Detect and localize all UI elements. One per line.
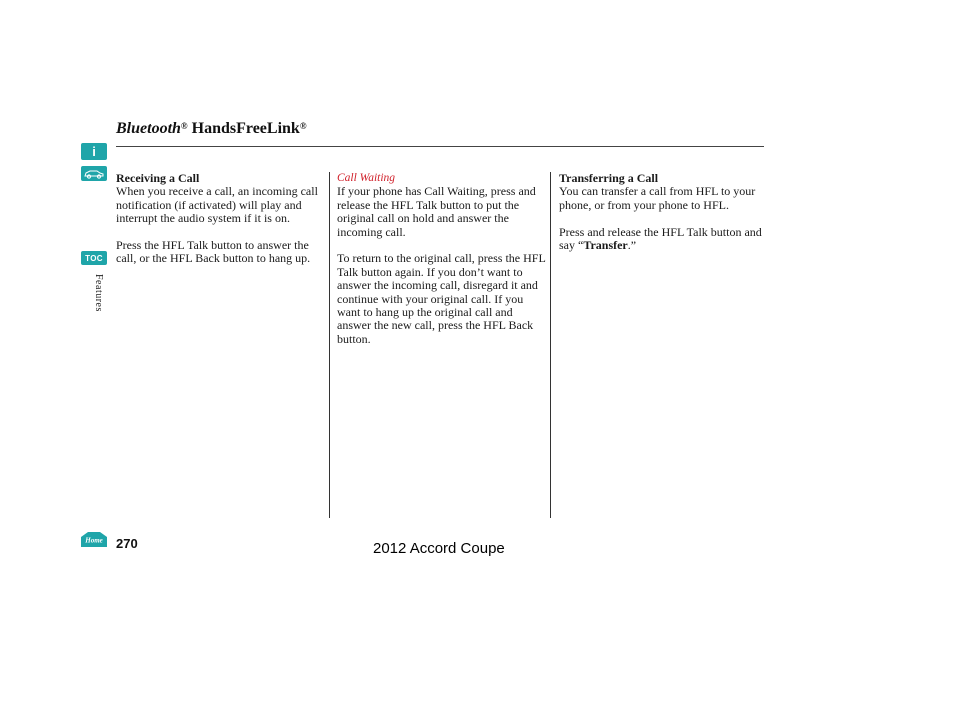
section-label: Features	[93, 274, 104, 312]
toc-tab[interactable]	[81, 251, 107, 265]
column-divider-1	[329, 172, 330, 518]
home-icon	[80, 531, 108, 548]
transferring-text-before: Press and release the HFL Talk button and say “	[559, 224, 762, 253]
heading-receiving-call: Receiving a Call	[116, 171, 200, 185]
receiving-paragraph-2: Press the HFL Talk button to answer the call, or the HFL Back button to hang up.	[116, 238, 311, 266]
column-divider-2	[550, 172, 551, 518]
footer-model-title: 2012 Accord Coupe	[373, 540, 505, 557]
column-call-waiting	[337, 172, 547, 360]
page-number: 270	[116, 536, 138, 551]
transferring-paragraph-2	[559, 226, 764, 253]
heading-transferring-call: Transferring a Call	[559, 171, 659, 185]
registered-mark-2: ®	[299, 121, 307, 131]
registered-mark: ®	[180, 121, 188, 131]
call-waiting-paragraph-2: To return to the original call, press the HFL Talk button again. If you don’t want to answer the incoming call, disregard it and continue with your original call. If you want to hang up the original call and answer the new call, press the HFL Back button.	[337, 251, 546, 346]
home-label: Home	[85, 536, 103, 545]
transfer-command: Transfer	[583, 238, 628, 253]
transferring-paragraph-1: You can transfer a call from HFL to your phone, or from your phone to HFL.	[559, 184, 756, 212]
call-waiting-paragraph-1: If your phone has Call Waiting, press and release the HFL Talk button to put the original call on hold and answer the incoming call.	[337, 184, 536, 239]
info-icon: i	[92, 144, 96, 159]
home-tab[interactable]	[80, 531, 108, 548]
car-tab[interactable]	[81, 166, 107, 181]
title-bluetooth: Bluetooth	[116, 120, 181, 137]
transferring-text-after: .”	[627, 238, 637, 253]
title-handsfreelink: HandsFreeLink	[187, 120, 300, 137]
page-title	[116, 120, 307, 138]
column-receiving-call	[116, 172, 326, 279]
column-transferring-call	[559, 172, 764, 266]
car-icon	[83, 168, 105, 179]
heading-call-waiting: Call Waiting	[337, 172, 396, 184]
info-tab[interactable]	[81, 143, 107, 160]
toc-label: TOC	[85, 253, 103, 263]
receiving-paragraph-1: When you receive a call, an incoming call notification (if activated) will play and interrupt the audio system if it is on.	[116, 184, 318, 226]
header-rule	[116, 146, 764, 147]
